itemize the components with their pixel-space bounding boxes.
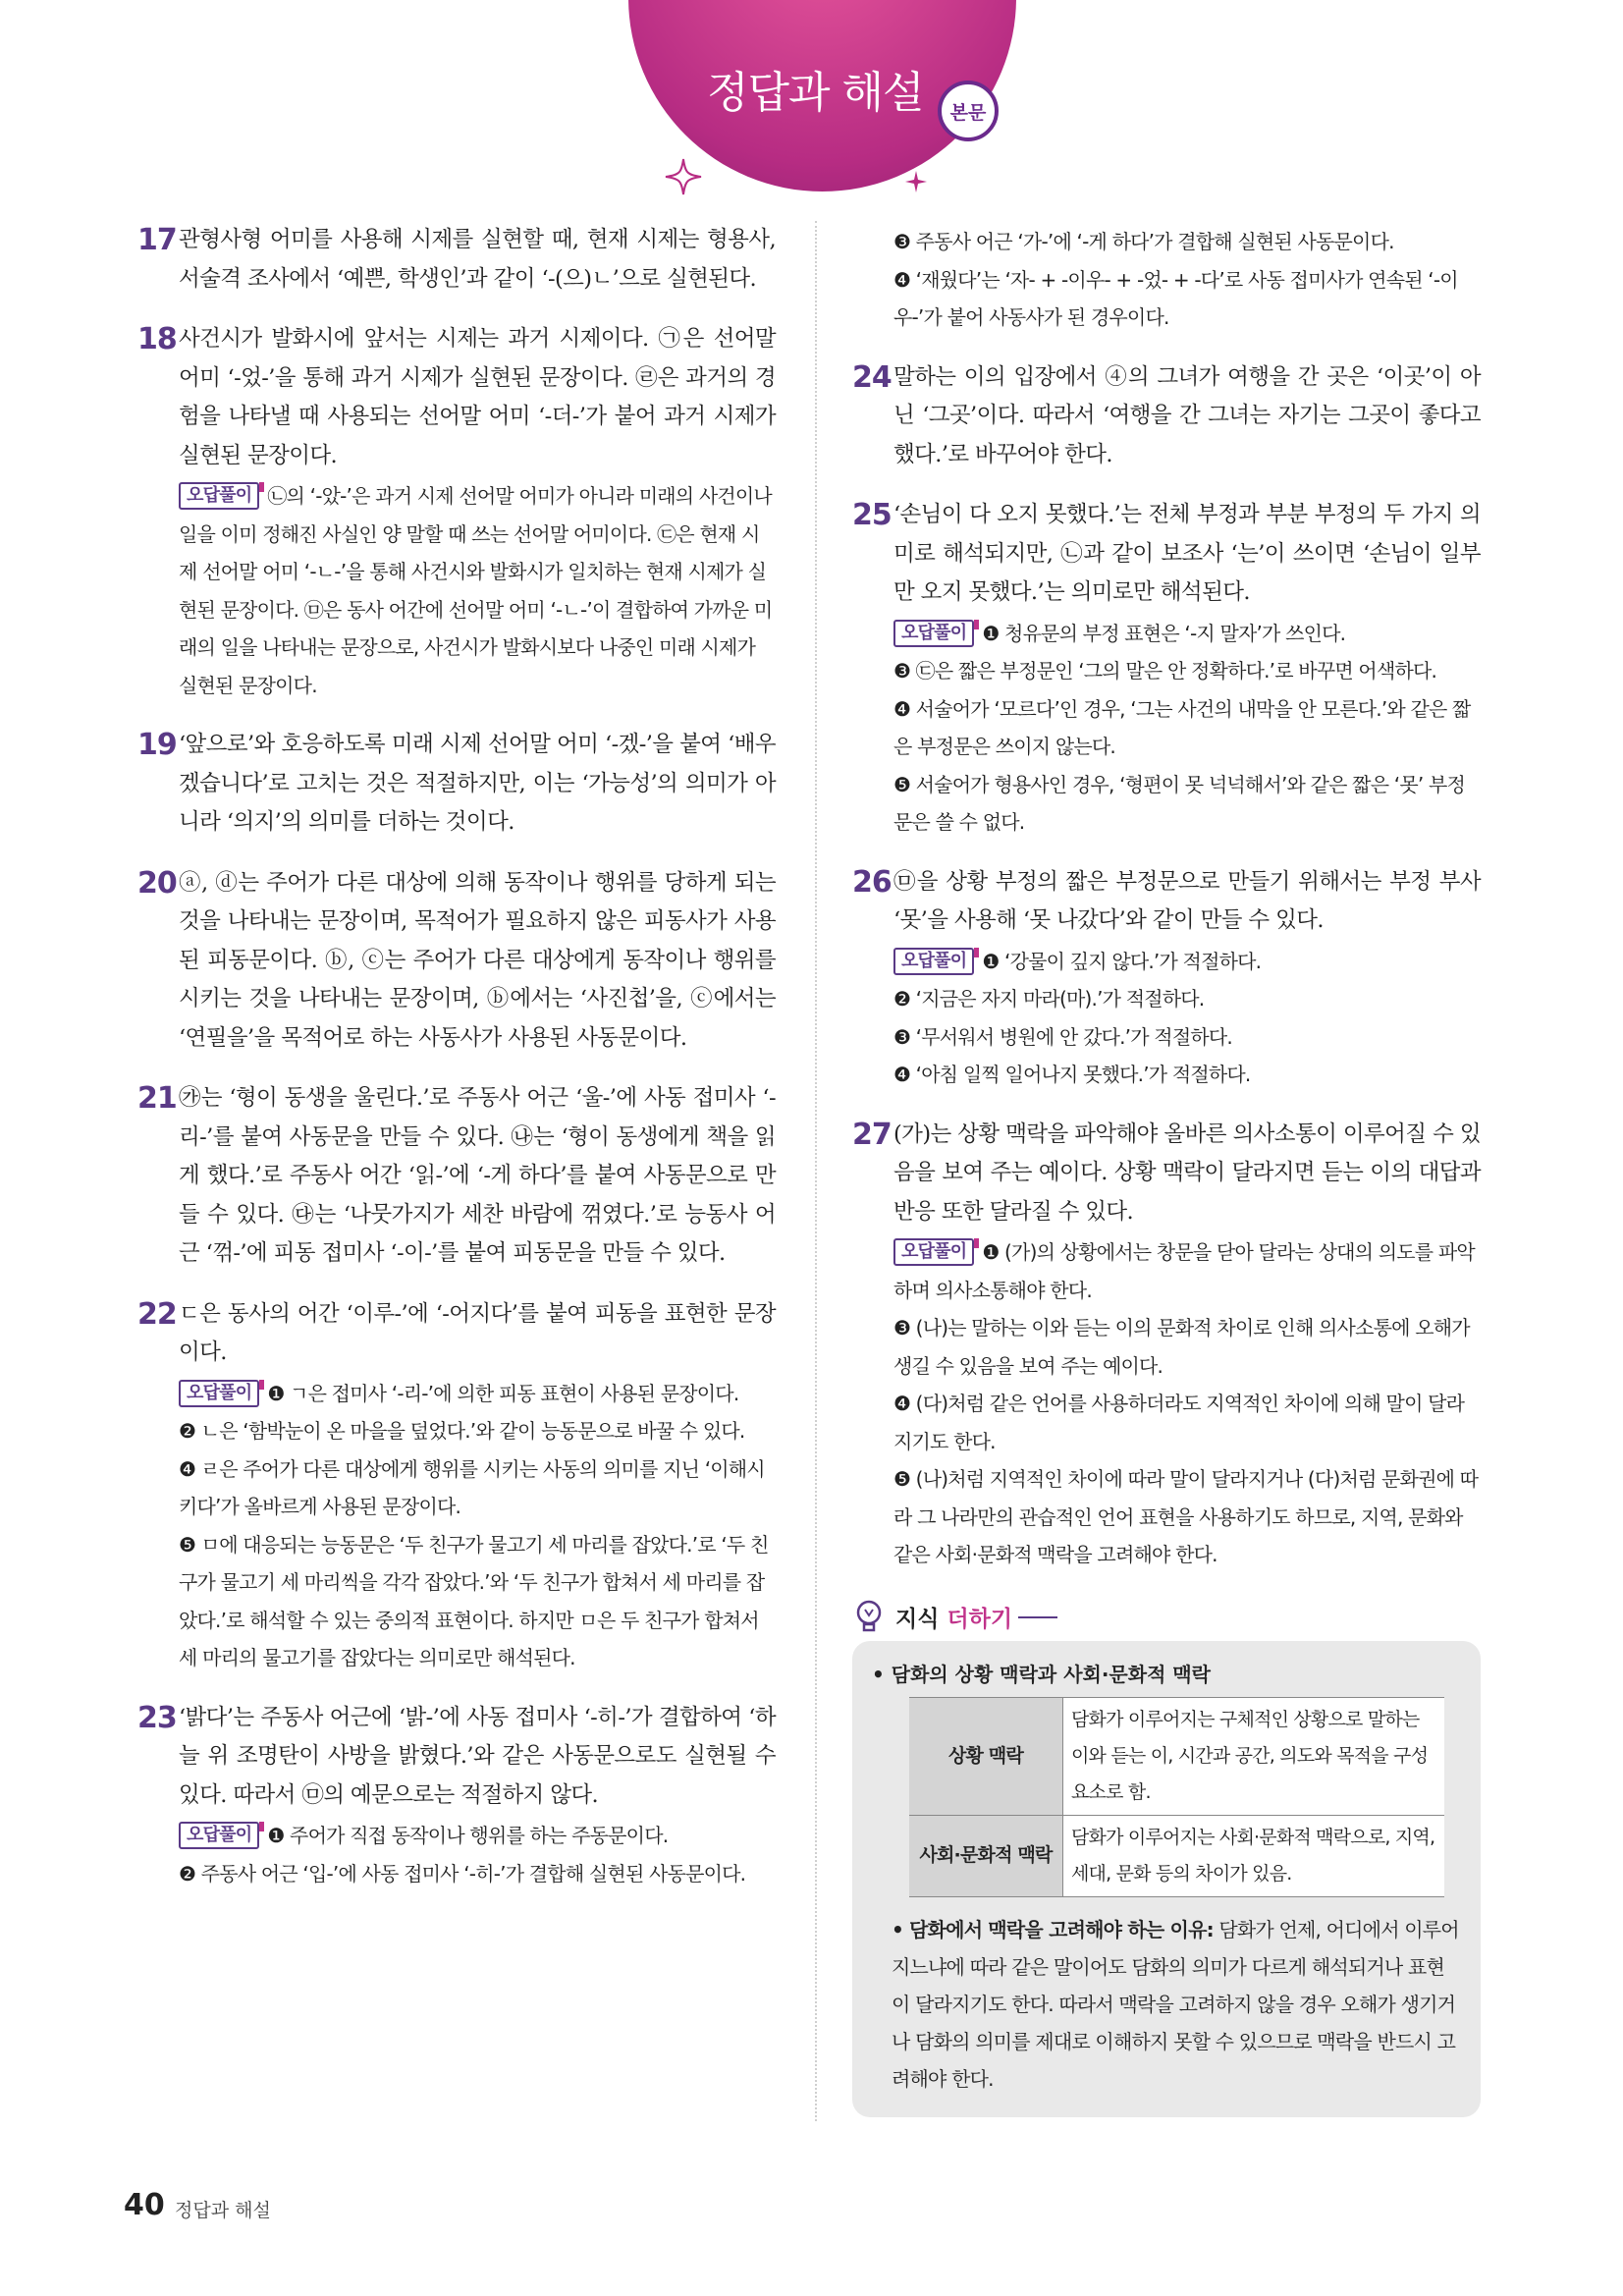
question-number: 20 bbox=[137, 865, 177, 901]
wrong-answer-text: ❷ 주동사 어근 ‘입-’에 사동 접미사 ‘-히-’가 결합해 실현된 사동문이다. bbox=[179, 1861, 746, 1886]
wrong-answer-line bbox=[179, 1375, 776, 1413]
wrong-answer-notes bbox=[179, 1817, 776, 1892]
wrong-answer-line bbox=[893, 615, 1481, 653]
wrong-answer-text: ❶ 청유문의 부정 표현은 ‘-지 말자’가 쓰인다. bbox=[982, 621, 1346, 645]
answer-item bbox=[852, 496, 1481, 842]
question-number: 24 bbox=[852, 359, 892, 395]
footer-label: 정답과 해설 bbox=[175, 2200, 271, 2221]
knowledge-title bbox=[895, 1601, 1012, 1633]
wrong-answer-notes bbox=[179, 1375, 776, 1677]
wrong-answer-line bbox=[179, 1412, 776, 1450]
wrong-answer-text: ❹ (다)처럼 같은 언어를 사용하더라도 지역적인 차이에 의해 말이 달라지기도 한다. bbox=[893, 1392, 1465, 1453]
wrong-answer-text: ❹ 서술어가 ‘모르다’인 경우, ‘그는 사건의 내막을 안 모른다.’와 같은 짧은 부정문은 쓰이지 않는다. bbox=[893, 696, 1471, 758]
wrong-answer-text: ❺ 서술어가 형용사인 경우, ‘형편이 못 넉넉해서’와 같은 짧은 ‘못’ 부정문은 쓸 수 없다. bbox=[893, 772, 1466, 834]
wrong-answer-text: ❸ ‘무서워서 병원에 안 갔다.’가 적절하다. bbox=[893, 1024, 1232, 1049]
wrong-answer-notes bbox=[893, 223, 1481, 337]
answer-explanation: ㄷ은 동사의 어간 ‘이루-’에 ‘-어지다’를 붙여 피동을 표현한 문장이다. bbox=[179, 1300, 776, 1365]
answer-item bbox=[852, 863, 1481, 1094]
knowledge-header bbox=[852, 1596, 1481, 1639]
wrong-answer-text: ❹ ‘재웠다’는 ‘자- + -이우- + -었- + -다’로 사동 접미사가 연속된 ‘-이우-’가 붙어 사동사가 된 경우이다. bbox=[893, 267, 1458, 329]
sparkle-small-icon bbox=[903, 169, 929, 194]
wrong-answer-tag: 오답풀이 bbox=[179, 1822, 259, 1849]
wrong-answer-line bbox=[893, 943, 1481, 981]
answer-explanation: ㉮는 ‘형이 동생을 울린다.’로 주동사 어근 ‘울-’에 사동 접미사 ‘-리-’를 붙여 사동문을 만들 수 있다. ㉯는 ‘형이 동생에게 책을 읽게 했다.’로 주동사 어간 ‘읽-’에 ‘-게 하다’를 붙여 사동문으로 만들 수 있다. ㉰는 ‘나뭇가지가 세찬 바람에 꺾였다.’로 능동사 어근 ‘꺾-’에 피동 접미사 ‘-이-’를 붙여 피동문을 만들 수 있다. bbox=[179, 1085, 776, 1266]
table-cell: 담화가 이루어지는 구체적인 상황으로 말하는 이와 듣는 이, 시간과 공간, 의도와 목적을 구성 요소로 함. bbox=[1063, 1697, 1445, 1815]
knowledge-title-b: 더하기 bbox=[947, 1607, 1013, 1632]
wrong-answer-line bbox=[893, 223, 1481, 261]
section-badge: 본문 bbox=[938, 81, 999, 141]
question-number: 17 bbox=[137, 223, 177, 257]
knowledge-box bbox=[852, 1596, 1481, 2117]
knowledge-title-a: 지식 bbox=[895, 1607, 940, 1632]
wrong-answer-line bbox=[179, 1526, 776, 1677]
left-column bbox=[137, 221, 776, 1914]
answer-explanation: ‘손님이 다 오지 못했다.’는 전체 부정과 부분 부정의 두 가지 의미로 해석되지만, ㉡과 같이 보조사 ‘는’이 쓰이면 ‘손님이 일부만 오지 못했다.’는 의미로만 해석된다. bbox=[893, 502, 1481, 605]
answer-item bbox=[137, 1295, 776, 1677]
wrong-answer-tag: 오답풀이 bbox=[893, 1238, 974, 1266]
answer-item bbox=[137, 1079, 776, 1274]
answer-item bbox=[137, 1699, 776, 1893]
wrong-answer-line bbox=[893, 652, 1481, 690]
wrong-answer-text: ❶ ‘강물이 깊지 않다.’가 적절하다. bbox=[982, 949, 1262, 973]
answer-item bbox=[137, 320, 776, 704]
wrong-answer-line bbox=[893, 261, 1481, 337]
wrong-answer-text: ❹ ㄹ은 주어가 다른 대상에게 행위를 시키는 사동의 의미를 지닌 ‘이해시키다’가 올바르게 사용된 문장이다. bbox=[179, 1456, 765, 1518]
question-number: 19 bbox=[137, 728, 177, 762]
table-row bbox=[909, 1697, 1444, 1815]
wrong-answer-notes bbox=[893, 943, 1481, 1094]
wrong-answer-tag: 오답풀이 bbox=[893, 948, 974, 975]
question-number: 26 bbox=[852, 864, 892, 900]
knowledge-reason-text: 담화가 언제, 어디에서 이루어지느냐에 따라 같은 말이어도 담화의 의미가 다르게 해석되거나 표현이 달라지기도 한다. 따라서 맥락을 고려하지 않을 경우 오해가 생기거나 담화의 의미를 제대로 이해하지 못할 수 있으므로 맥락을 반드시 고려해야 한다. bbox=[892, 1917, 1459, 2091]
knowledge-rule bbox=[1018, 1616, 1057, 1618]
wrong-answer-tag: 오답풀이 bbox=[893, 620, 974, 647]
wrong-answer-text: ❸ ㉢은 짧은 부정문인 ‘그의 말은 안 정확하다.’로 바꾸면 어색하다. bbox=[893, 659, 1437, 683]
wrong-answer-text: ❷ ㄴ은 ‘함박눈이 온 마을을 덮었다.’와 같이 능동문으로 바꿀 수 있다. bbox=[179, 1419, 745, 1443]
question-number: 23 bbox=[137, 1700, 177, 1735]
wrong-answer-text: ❸ (나)는 말하는 이와 듣는 이의 문화적 차이로 인해 의사소통에 오해가 생길 수 있음을 보여 주는 예이다. bbox=[893, 1316, 1470, 1378]
table-cell: 담화가 이루어지는 사회·문화적 맥락으로, 지역, 세대, 문화 등의 차이가 있음. bbox=[1063, 1815, 1445, 1896]
question-number: 18 bbox=[137, 322, 177, 356]
column-divider bbox=[815, 221, 817, 2121]
wrong-answer-text: ㉡의 ‘-았-’은 과거 시제 선어말 어미가 아니라 미래의 사건이나 일을 이미 정해진 사실인 양 말할 때 쓰는 선어말 어미이다. ㉢은 현재 시제 선어말 어미 ‘-ㄴ-’을 통해 사건시와 발화시가 일치하는 현재 시제가 실현된 문장이다. ㉤은 동사 어간에 선어말 어미 ‘-ㄴ-’이 결합하여 가까운 미래의 일을 나타내는 문장으로, 사건시가 발화시보다 나중인 미래 시제가 실현된 문장이다. bbox=[179, 484, 773, 697]
answer-explanation: 사건시가 발화시에 앞서는 시제는 과거 시제이다. ㉠은 선어말 어미 ‘-었-’을 통해 과거 시제가 실현된 문장이다. ㉣은 과거의 경험을 나타낼 때 사용되는 선어말 어미 ‘-더-’가 붙어 과거 시제가 실현된 문장이다. bbox=[179, 326, 776, 468]
wrong-answer-text: ❶ (가)의 상황에서는 창문을 닫아 달라는 상대의 의도를 파악하며 의사소통해야 한다. bbox=[893, 1240, 1475, 1302]
wrong-answer-line bbox=[893, 1309, 1481, 1385]
wrong-answer-tag: 오답풀이 bbox=[179, 482, 259, 510]
answer-item bbox=[852, 358, 1481, 475]
wrong-answer-text: ❺ (나)처럼 지역적인 차이에 따라 말이 달라지거나 (다)처럼 문화권에 따라 그 나라만의 관습적인 언어 표현을 사용하기도 하므로, 지역, 문화와 같은 사회·문화적 맥락을 고려해야 한다. bbox=[893, 1467, 1479, 1566]
wrong-answer-line bbox=[893, 1056, 1481, 1094]
answer-explanation: ㉤을 상황 부정의 짧은 부정문으로 만들기 위해서는 부정 부사 ‘못’을 사용해 ‘못 나갔다’와 같이 만들 수 있다. bbox=[893, 868, 1481, 933]
wrong-answer-text: ❹ ‘아침 일찍 일어나지 못했다.’가 적절하다. bbox=[893, 1063, 1251, 1086]
knowledge-bullet: • 담화의 상황 맥락과 사회·문화적 맥락 bbox=[872, 1662, 1211, 1686]
right-column bbox=[852, 221, 1481, 2117]
answer-item bbox=[137, 726, 776, 843]
wrong-answer-line bbox=[893, 1385, 1481, 1460]
knowledge-reason bbox=[872, 1911, 1461, 2098]
knowledge-content bbox=[852, 1641, 1481, 2117]
lightbulb-icon bbox=[852, 1598, 886, 1637]
wrong-answer-notes bbox=[893, 1233, 1481, 1574]
answer-item bbox=[852, 223, 1481, 337]
wrong-answer-line bbox=[893, 1460, 1481, 1574]
question-number: 21 bbox=[137, 1081, 177, 1116]
wrong-answer-line bbox=[893, 766, 1481, 842]
answer-item bbox=[137, 864, 776, 1059]
wrong-answer-notes bbox=[179, 477, 776, 704]
page-header-title: 정답과 해설 bbox=[707, 68, 924, 118]
wrong-answer-line bbox=[179, 1817, 776, 1855]
answer-explanation: (가)는 상황 맥락을 파악해야 올바른 의사소통이 이루어질 수 있음을 보여 주는 예이다. 상황 맥락이 달라지면 듣는 이의 대답과 반응 또한 달라질 수 있다. bbox=[893, 1121, 1481, 1225]
wrong-answer-text: ❷ ‘지금은 자지 마라(마).’가 적절하다. bbox=[893, 987, 1205, 1011]
wrong-answer-text: ❶ ㄱ은 접미사 ‘-리-’에 의한 피동 표현이 사용된 문장이다. bbox=[267, 1381, 739, 1405]
wrong-answer-line bbox=[893, 690, 1481, 766]
answer-item bbox=[852, 1116, 1481, 1574]
wrong-answer-line bbox=[893, 1233, 1481, 1309]
question-number: 25 bbox=[852, 498, 892, 532]
wrong-answer-line bbox=[893, 980, 1481, 1018]
wrong-answer-line bbox=[179, 1450, 776, 1526]
wrong-answer-line bbox=[893, 1018, 1481, 1057]
answer-explanation: ‘밝다’는 주동사 어근에 ‘밝-’에 사동 접미사 ‘-히-’가 결합하여 ‘하늘 위 조명탄이 사방을 밝혔다.’와 같은 사동문으로도 실현될 수 있다. 따라서 ㉤의 예문으로는 적절하지 않다. bbox=[179, 1704, 776, 1808]
table-header-cell: 상황 맥락 bbox=[909, 1697, 1063, 1815]
wrong-answer-text: ❸ 주동사 어근 ‘가-’에 ‘-게 하다’가 결합해 실현된 사동문이다. bbox=[893, 230, 1394, 253]
wrong-answer-line bbox=[179, 477, 776, 704]
answer-explanation: ‘앞으로’와 호응하도록 미래 시제 선어말 어미 ‘-겠-’을 붙여 ‘배우겠습니다’로 고치는 것은 적절하지만, 이는 ‘가능성’의 의미가 아니라 ‘의지’의 의미를 더하는 것이다. bbox=[179, 732, 776, 835]
question-number: 22 bbox=[137, 1296, 177, 1332]
page-number: 40 bbox=[124, 2188, 165, 2222]
answer-item bbox=[137, 221, 776, 299]
wrong-answer-line bbox=[179, 1855, 776, 1893]
knowledge-reason-label: • 담화에서 맥락을 고려해야 하는 이유: bbox=[892, 1917, 1214, 1941]
wrong-answer-text: ❶ 주어가 직접 동작이나 행위를 하는 주동문이다. bbox=[267, 1824, 669, 1847]
wrong-answer-tag: 오답풀이 bbox=[179, 1380, 259, 1407]
table-header-cell: 사회·문화적 맥락 bbox=[909, 1815, 1063, 1896]
table-row bbox=[909, 1815, 1444, 1896]
question-number: 27 bbox=[852, 1117, 892, 1152]
wrong-answer-notes bbox=[893, 615, 1481, 842]
answer-explanation: 말하는 이의 입장에서 ④의 그녀가 여행을 간 곳은 ‘이곳’이 아닌 ‘그곳’이다. 따라서 ‘여행을 간 그녀는 자기는 그곳이 좋다고 했다.’로 바꾸어야 한다. bbox=[893, 363, 1481, 467]
answer-explanation: 관형사형 어미를 사용해 시제를 실현할 때, 현재 시제는 형용사, 서술격 조사에서 ‘예쁜, 학생인’과 같이 ‘-(으)ㄴ’으로 실현된다. bbox=[179, 227, 776, 292]
context-table bbox=[909, 1697, 1444, 1897]
answer-explanation: ⓐ, ⓓ는 주어가 다른 대상에 의해 동작이나 행위를 당하게 되는 것을 나타내는 문장이며, 목적어가 필요하지 않은 피동사가 사용된 피동문이다. ⓑ, ⓒ는 주어가 다른 대상에게 동작이나 행위를 시키는 것을 나타내는 문장이며, ⓑ에서는 ‘사진첩’을, ⓒ에서는 ‘연필을’을 목적어로 하는 사동사가 사용된 사동문이다. bbox=[179, 869, 776, 1051]
wrong-answer-text: ❺ ㅁ에 대응되는 능동문은 ‘두 친구가 물고기 세 마리를 잡았다.’로 ‘두 친구가 물고기 세 마리씩을 각각 잡았다.’와 ‘두 친구가 합쳐서 세 마리를 잡았다.’로 해석할 수 있는 중의적 표현이다. 하지만 ㅁ은 두 친구가 합쳐서 세 마리의 물고기를 잡았다는 의미로만 해석된다. bbox=[179, 1532, 769, 1669]
sparkle-icon bbox=[664, 157, 703, 196]
